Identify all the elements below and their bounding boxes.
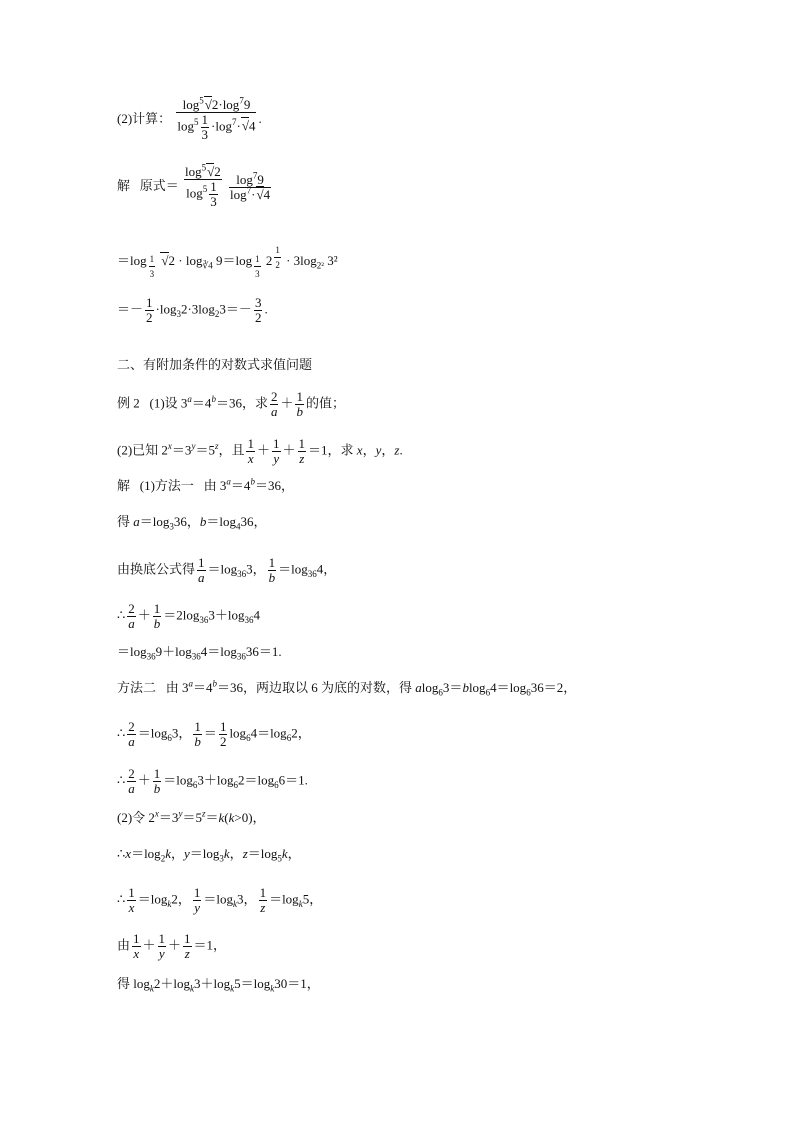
sol1-step2: ＝log $_{\frac{1}{3}}$ $√2 \cdot \log_{∛4} 9=\log$ $_{\frac{1}{3}}$ 2 $^{\frac{1}{2}}$ · $3\log_{2^2}$ 3² — [117, 245, 338, 279]
sol1-step3: ＝－ $\frac{1}{2}$ $\cdot\log_32\cdot 3\log_23=-$ $\frac{3}{2}$ . — [117, 295, 268, 325]
sol1-label: 解 原式＝ — [117, 177, 179, 193]
sol1-fraction-1: $\log^5√2$ $\log^5$ $\frac{1}{3}$ — [185, 162, 221, 209]
solution-change-base: 由换底公式得 $\frac{1}{a}$ $=\log_{36}3$， $\frac{1}{b}$ $=\log_{36}4$， — [117, 555, 337, 585]
example2-part1: 例 2 (1)设 $3^a=4^b=36$，求 $\frac{2}{a}$ ＋ $\frac{1}{b}$ 的值； — [117, 389, 345, 419]
solution-part2-result: 得 $\log_k2+\log_k3+\log_k5=\log_k30=1$， — [117, 976, 320, 994]
sol1-line — [117, 162, 273, 209]
q2-fraction: $\log^5√2\cdot\log^79$ $\log^5$ $\frac{1}{3}$ $\cdot\log^7\cdot√4$ — [177, 95, 256, 142]
section-heading: 二、有附加条件的对数式求值问题 — [117, 358, 313, 373]
solution-result1: $=\log_{36}9+\log_{36}4=\log_{36}36=1$. — [117, 644, 282, 662]
q2-line: (2)计算： $\log^5√2\cdot\log^79$ $\log^5$ $\frac{1}{3}$ $\cdot\log^7\cdot√4$ . — [117, 95, 262, 142]
solution-step-ab: 得 $a=\log_336$，$b=\log_436$， — [117, 514, 267, 532]
solution-part2-intro: (2)令 $2^x=3^y=5^z=k(k>0)$， — [117, 808, 266, 825]
solution-part2-condition: 由 $\frac{1}{x}$ ＋ $\frac{1}{y}$ ＋ $\frac{1}{z}$ ＝1， — [117, 931, 227, 961]
example2-part2: (2)已知 $2^x=3^y=5^z$，且 $\frac{1}{x}$ ＋ $\frac{1}{y}$ ＋ $\frac{1}{z}$ ＝1，求 x，y，z. — [117, 436, 403, 466]
sol1-fraction-2: $\frac{\log^79}{\log^7\cdot√4}$ — [230, 170, 271, 202]
solution-part2-reciprocal: ∴ $\frac{1}{x}$ $=\log_k2$， $\frac{1}{y}$ $=\log_k3$， $\frac{1}{z}$ $=\log_k5$， — [117, 885, 323, 915]
solution-method2-step: ∴ $\frac{2}{a}$ $=\log_63$， $\frac{1}{b}$ ＝ $\frac{1}{2}$ $\log_64=\log_62$， — [117, 719, 311, 749]
solution-sum: ∴ $\frac{2}{a}$ ＋ $\frac{1}{b}$ $=2\log_{36}3+\log_{36}4$ — [117, 601, 261, 631]
solution-method2-result: ∴ $\frac{2}{a}$ ＋ $\frac{1}{b}$ $=\log_63+\log_62=\log_66=1$. — [117, 766, 308, 796]
solution-method1-intro: 解 (1)方法一 由 $3^a=4^b=36$， — [117, 476, 294, 493]
solution-part2-xyz: $\therefore x=\log_2k$，$y=\log_3k$，$z=\log_5k$， — [117, 846, 301, 864]
q2-label: (2)计算： — [117, 110, 172, 126]
solution-method2-intro: 方法二 由 $3^a=4^b=36$，两边取以 6 为底的对数，得 $alog_63=blog_64=\log_636=2$， — [117, 678, 577, 698]
